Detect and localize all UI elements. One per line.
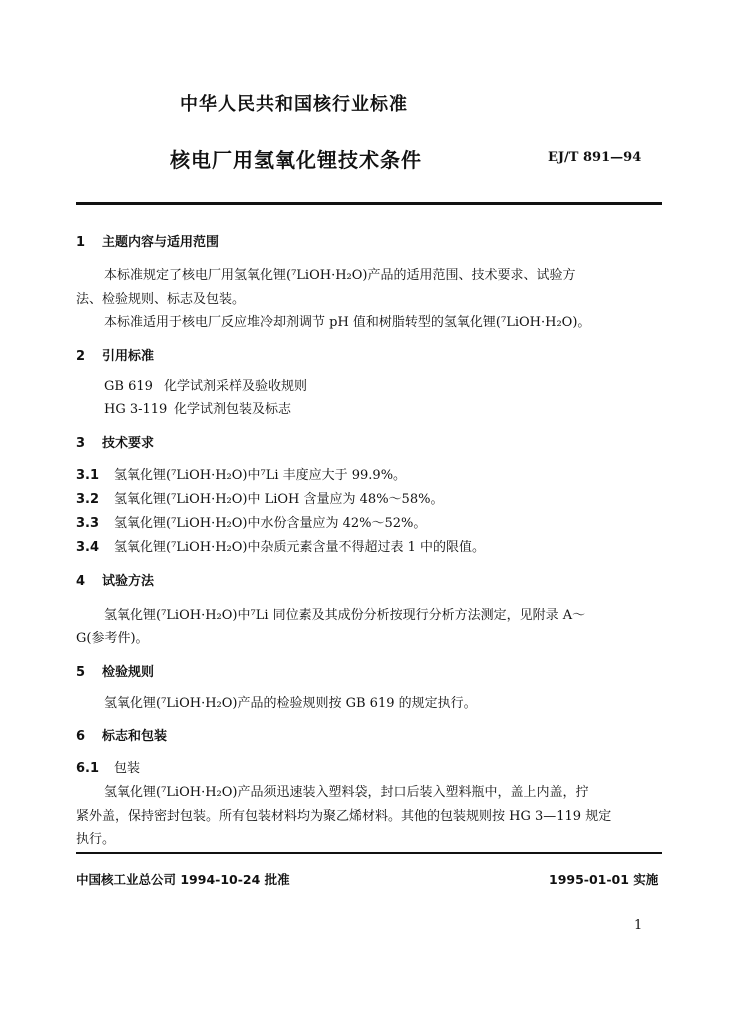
section-6-1-line-3: 执行。 xyxy=(76,832,116,847)
section-1-paragraph-1-line-2: 法、检验规则、标志及包装。 xyxy=(76,292,246,307)
requirement-item xyxy=(76,512,426,531)
requirement-number: 3.1 xyxy=(76,468,100,483)
requirement-number: 3.3 xyxy=(76,516,100,531)
subsection-6-1-heading xyxy=(76,757,140,776)
section-6-number: 6 xyxy=(76,729,86,744)
document-title: 核电厂用氢氧化锂技术条件 xyxy=(170,148,422,172)
section-4-line-2: G(参考件)。 xyxy=(76,631,149,646)
section-2-heading xyxy=(76,345,154,364)
section-3-number: 3 xyxy=(76,436,86,451)
standard-code: EJ/T 891—94 xyxy=(548,150,642,165)
section-1-title: 主题内容与适用范围 xyxy=(102,235,220,250)
requirement-text: 氢氧化锂(⁷LiOH·H₂O)中 LiOH 含量应为 48%～58%。 xyxy=(114,492,444,507)
header-divider xyxy=(76,202,662,205)
section-5-number: 5 xyxy=(76,665,86,680)
section-6-heading xyxy=(76,725,167,744)
section-5-text: 氢氧化锂(⁷LiOH·H₂O)产品的检验规则按 GB 619 的规定执行。 xyxy=(104,696,477,711)
section-5-heading xyxy=(76,661,154,680)
section-4-heading xyxy=(76,570,154,589)
section-3-title: 技术要求 xyxy=(102,436,155,451)
requirement-text: 氢氧化锂(⁷LiOH·H₂O)中杂质元素含量不得超过表 1 中的限值。 xyxy=(114,540,486,555)
requirement-item xyxy=(76,488,443,507)
section-2-number: 2 xyxy=(76,349,86,364)
footer-divider xyxy=(76,852,662,854)
section-1-paragraph-2: 本标准适用于核电厂反应堆冷却剂调节 pH 值和树脂转型的氢氧化锂(⁷LiOH·H₂O)。 xyxy=(104,315,591,330)
reference-title: 化学试剂包装及标志 xyxy=(174,402,292,417)
requirement-text: 氢氧化锂(⁷LiOH·H₂O)中⁷Li 丰度应大于 99.9%。 xyxy=(114,468,407,483)
requirement-number: 3.4 xyxy=(76,540,100,555)
approval-line: 中国核工业总公司 1994-10-24 批准 xyxy=(76,872,290,887)
page-number: 1 xyxy=(634,918,643,933)
standard-organization: 中华人民共和国核行业标准 xyxy=(180,94,408,115)
section-3-heading xyxy=(76,432,154,451)
section-4-number: 4 xyxy=(76,574,86,589)
section-4-line-1: 氢氧化锂(⁷LiOH·H₂O)中⁷Li 同位素及其成份分析按现行分析方法测定，见附录 A～ xyxy=(104,608,586,623)
section-2-title: 引用标准 xyxy=(102,349,155,364)
section-1-number: 1 xyxy=(76,235,86,250)
requirement-number: 3.2 xyxy=(76,492,100,507)
section-4-title: 试验方法 xyxy=(102,574,155,589)
effective-date: 1995-01-01 实施 xyxy=(549,872,659,887)
reference-code: HG 3-119 xyxy=(104,402,168,417)
reference-item xyxy=(104,398,291,417)
subsection-6-1-number: 6.1 xyxy=(76,761,100,776)
section-5-title: 检验规则 xyxy=(102,665,155,680)
section-1-paragraph-1-line-1: 本标准规定了核电厂用氢氧化锂(⁷LiOH·H₂O)产品的适用范围、技术要求、试验方 xyxy=(104,268,576,283)
requirement-item xyxy=(76,464,406,483)
section-6-1-line-1: 氢氧化锂(⁷LiOH·H₂O)产品须迅速装入塑料袋，封口后装入塑料瓶中，盖上内盖，拧 xyxy=(104,785,589,800)
section-1-heading xyxy=(76,231,219,250)
reference-item xyxy=(104,375,307,394)
requirement-text: 氢氧化锂(⁷LiOH·H₂O)中水份含量应为 42%～52%。 xyxy=(114,516,427,531)
reference-code: GB 619 xyxy=(104,379,153,394)
subsection-6-1-title: 包装 xyxy=(114,761,141,776)
requirement-item xyxy=(76,536,485,555)
section-6-1-line-2: 紧外盖，保持密封包装。所有包装材料均为聚乙烯材料。其他的包装规则按 HG 3—119 规定 xyxy=(76,809,612,824)
section-6-title: 标志和包装 xyxy=(102,729,168,744)
reference-title: 化学试剂采样及验收规则 xyxy=(164,379,308,394)
